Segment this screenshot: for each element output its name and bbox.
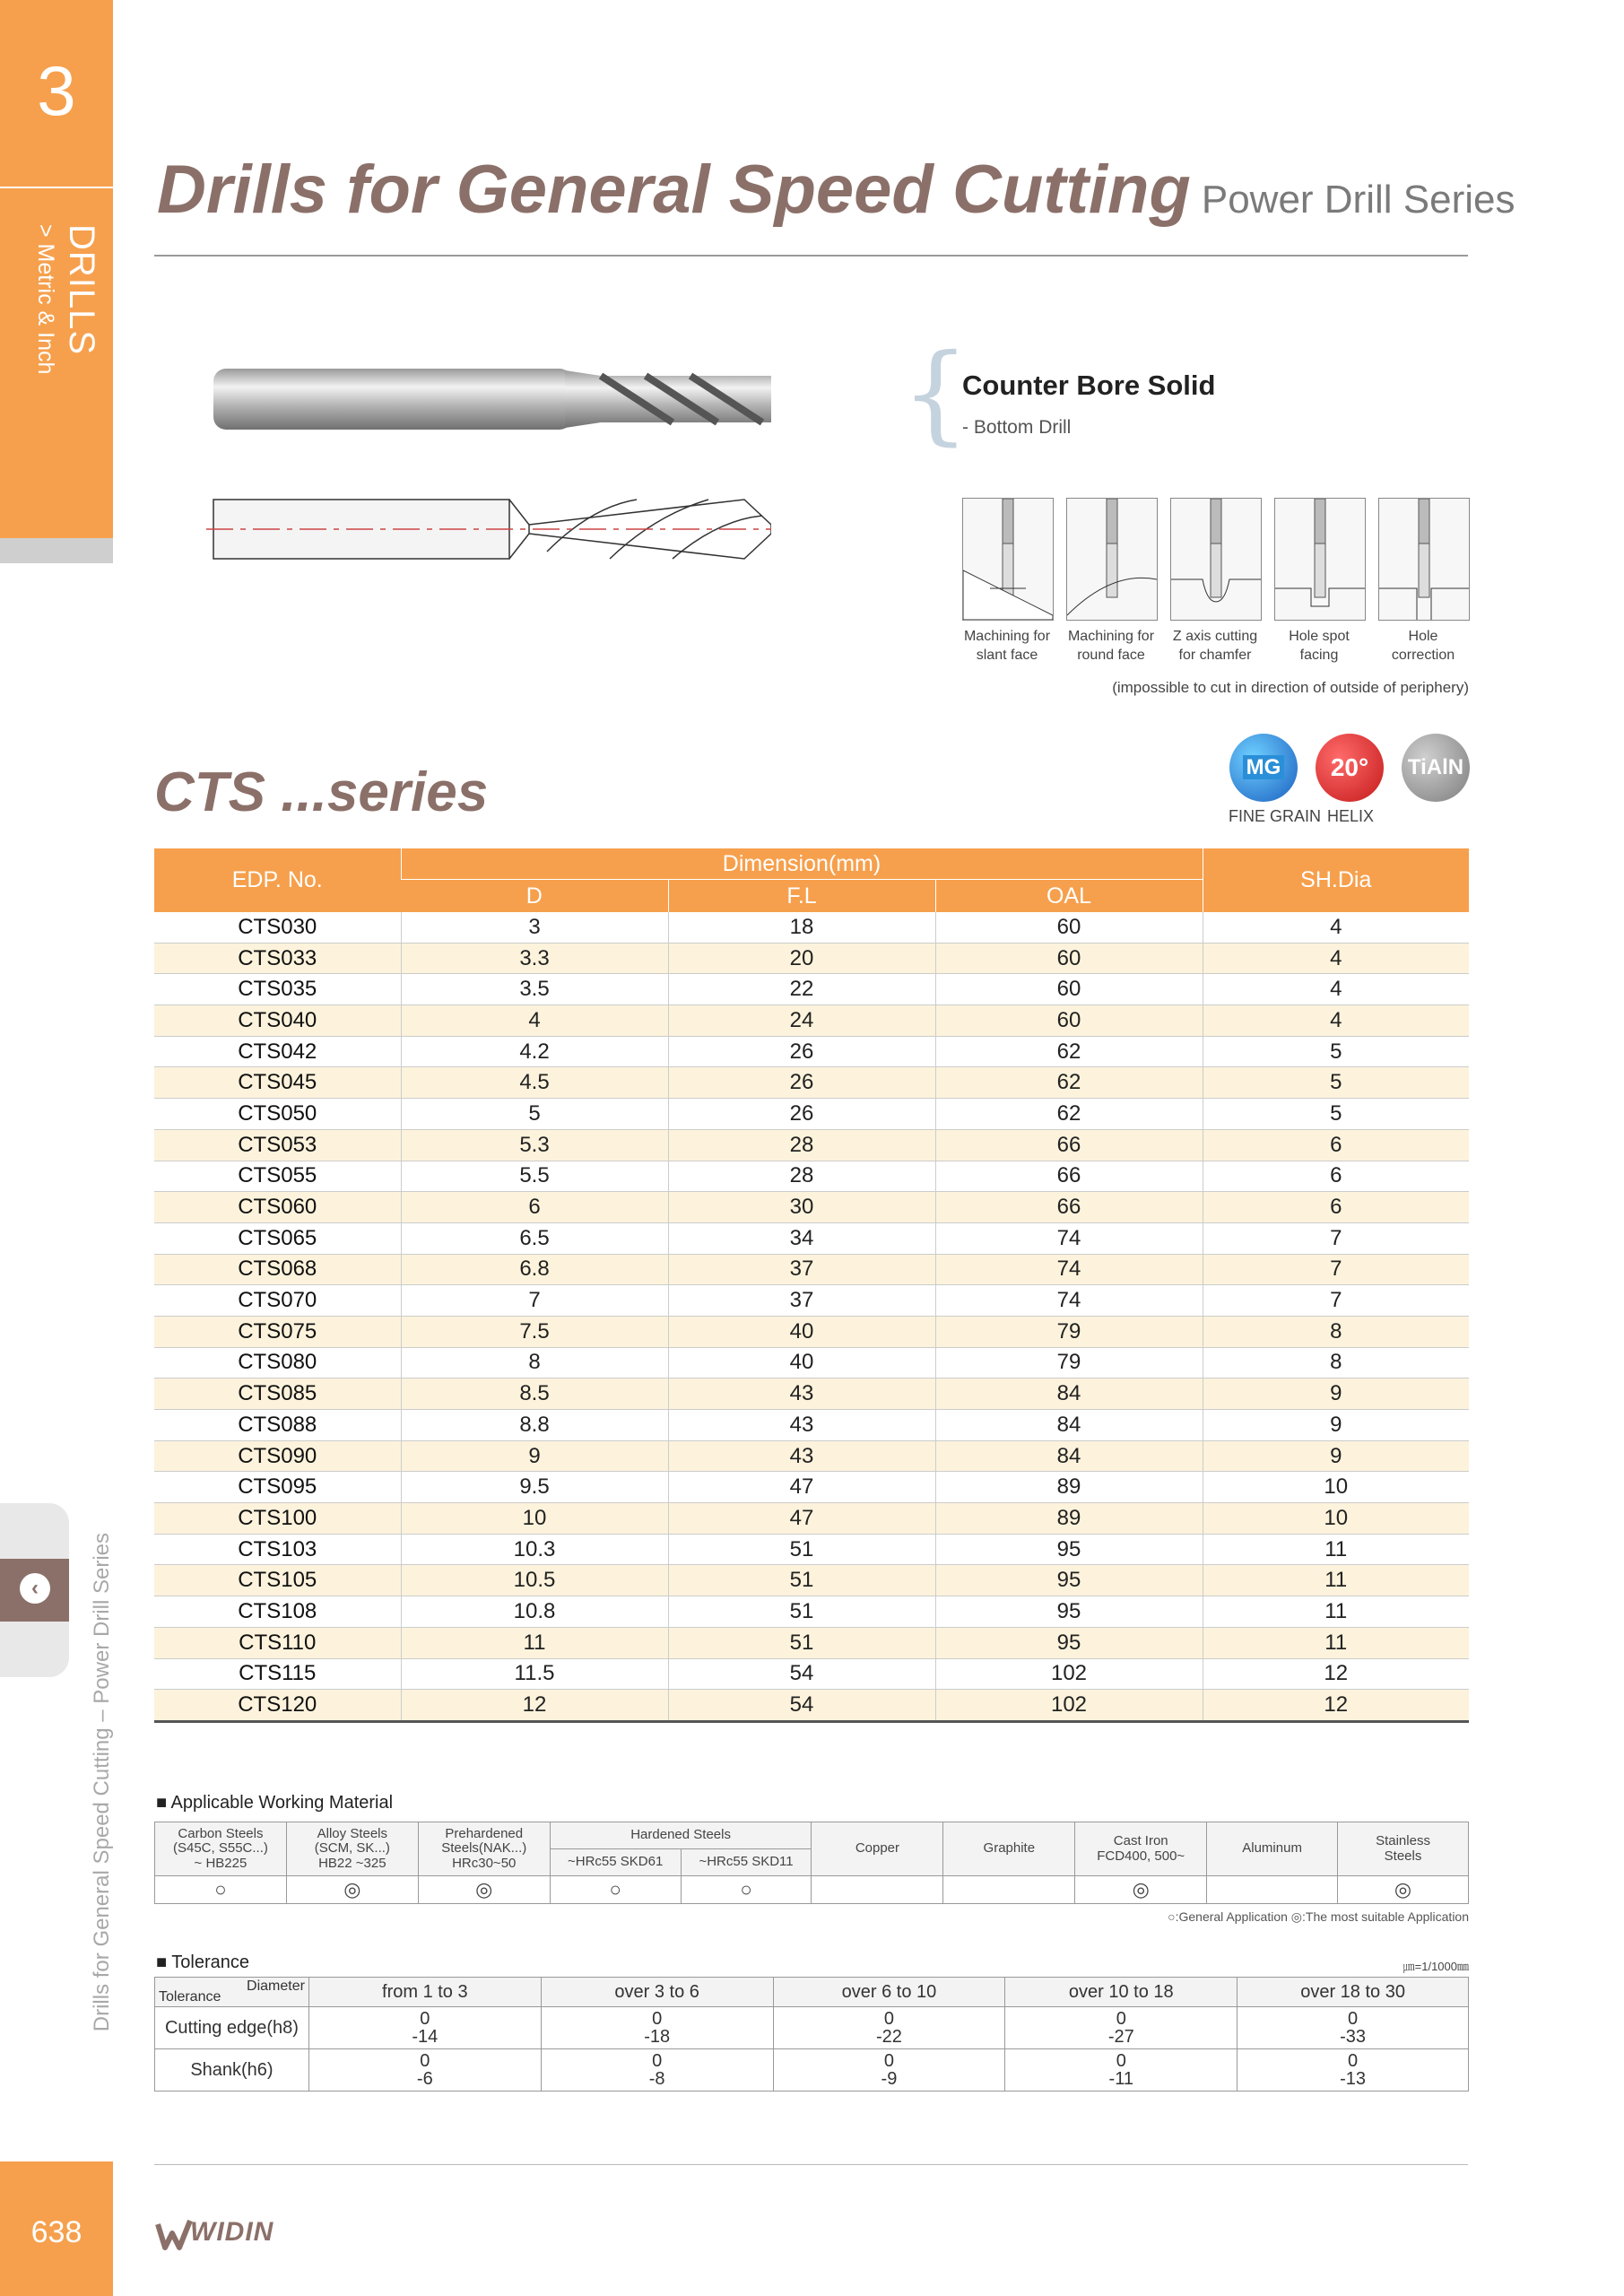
applications-note: (impossible to cut in direction of outside of periphery) xyxy=(1112,679,1469,696)
table-row xyxy=(154,1099,1469,1130)
table-cell: 54 xyxy=(668,1658,935,1690)
tolerance-range-header: over 6 to 10 xyxy=(773,1978,1005,2007)
tolerance-table xyxy=(154,1977,1469,2092)
table-cell: 10.5 xyxy=(401,1565,668,1596)
table-row xyxy=(154,1410,1469,1441)
edp-cell: CTS033 xyxy=(154,943,401,974)
tolerance-range-header: over 10 to 18 xyxy=(1005,1978,1238,2007)
table-row xyxy=(154,1192,1469,1223)
table-cell: 6.5 xyxy=(401,1222,668,1254)
table-row xyxy=(154,912,1469,943)
table-cell: 11 xyxy=(1203,1565,1469,1596)
table-cell: 6.8 xyxy=(401,1254,668,1285)
table-row xyxy=(154,1285,1469,1317)
table-cell: 37 xyxy=(668,1254,935,1285)
table-cell: 9 xyxy=(1203,1410,1469,1441)
tolerance-value: 0 -14 xyxy=(308,2007,541,2049)
table-cell: 5 xyxy=(1203,1099,1469,1130)
table-row xyxy=(154,1378,1469,1410)
side-running-title xyxy=(90,1532,126,2031)
table-row xyxy=(154,1036,1469,1067)
application-label: Hole spot facing xyxy=(1289,629,1350,663)
table-cell: 5 xyxy=(401,1099,668,1130)
table-cell: 26 xyxy=(668,1067,935,1099)
table-row xyxy=(154,974,1469,1005)
tolerance-value: 0 -18 xyxy=(541,2007,773,2049)
table-cell: 30 xyxy=(668,1192,935,1223)
tolerance-range-header: over 18 to 30 xyxy=(1238,1978,1469,2007)
material-suitability-mark: ○ xyxy=(681,1876,812,1904)
material-aluminum: Aluminum xyxy=(1207,1822,1338,1876)
round-face-icon xyxy=(1066,498,1158,621)
table-cell: 62 xyxy=(935,1099,1203,1130)
tialn-coating-badge-icon: TiAlN xyxy=(1402,734,1470,802)
table-cell: 4 xyxy=(401,1005,668,1037)
material-skd11: ~HRc55 SKD11 xyxy=(681,1849,812,1876)
table-cell: 95 xyxy=(935,1596,1203,1628)
helix-badge-icon: 20° xyxy=(1316,734,1384,802)
table-cell: 47 xyxy=(668,1472,935,1503)
chevron-left-icon[interactable]: ‹ xyxy=(20,1573,50,1604)
edp-cell: CTS060 xyxy=(154,1192,401,1223)
edp-cell: CTS110 xyxy=(154,1627,401,1658)
table-row xyxy=(154,1222,1469,1254)
page-title xyxy=(157,151,1515,229)
table-cell: 60 xyxy=(935,943,1203,974)
header-divider xyxy=(154,255,1468,257)
table-cell: 51 xyxy=(668,1565,935,1596)
table-cell: 6 xyxy=(1203,1129,1469,1161)
table-cell: 5.3 xyxy=(401,1129,668,1161)
table-cell: 51 xyxy=(668,1534,935,1565)
table-cell: 8 xyxy=(1203,1316,1469,1347)
table-cell: 10 xyxy=(1203,1503,1469,1535)
table-cell: 6 xyxy=(1203,1192,1469,1223)
edp-cell: CTS055 xyxy=(154,1161,401,1192)
page-number: 638 xyxy=(30,2215,83,2249)
table-cell: 9.5 xyxy=(401,1472,668,1503)
table-cell: 7 xyxy=(1203,1222,1469,1254)
table-cell: 89 xyxy=(935,1503,1203,1535)
table-row xyxy=(154,1347,1469,1378)
table-cell: 26 xyxy=(668,1099,935,1130)
table-cell: 26 xyxy=(668,1036,935,1067)
table-row xyxy=(154,1503,1469,1535)
tolerance-range-header: over 3 to 6 xyxy=(541,1978,773,2007)
page-title-series: Power Drill Series xyxy=(1201,178,1515,222)
table-row xyxy=(154,1596,1469,1628)
application-label: Z axis cutting for chamfer xyxy=(1172,629,1258,663)
edp-cell: CTS065 xyxy=(154,1222,401,1254)
table-cell: 4.2 xyxy=(401,1036,668,1067)
edp-cell: CTS053 xyxy=(154,1129,401,1161)
edp-cell: CTS103 xyxy=(154,1534,401,1565)
material-suitability-mark xyxy=(943,1876,1075,1904)
tolerance-value: 0 -33 xyxy=(1238,2007,1469,2049)
edp-cell: CTS090 xyxy=(154,1440,401,1472)
edp-cell: CTS085 xyxy=(154,1378,401,1410)
table-cell: 102 xyxy=(935,1690,1203,1722)
table-cell: 43 xyxy=(668,1378,935,1410)
table-cell: 24 xyxy=(668,1005,935,1037)
table-cell: 5 xyxy=(1203,1036,1469,1067)
table-row xyxy=(154,1534,1469,1565)
chapter-tab-shadow xyxy=(0,538,113,563)
application-label: Hole correction xyxy=(1391,629,1455,663)
tolerance-label: ■ Tolerance xyxy=(156,1952,249,1972)
table-cell: 54 xyxy=(668,1690,935,1722)
widin-logo: WIDIN xyxy=(154,2212,280,2255)
edp-cell: CTS035 xyxy=(154,974,401,1005)
table-cell: 5.5 xyxy=(401,1161,668,1192)
table-row xyxy=(154,1129,1469,1161)
table-cell: 18 xyxy=(668,912,935,943)
table-row xyxy=(154,1440,1469,1472)
table-cell: 8 xyxy=(401,1347,668,1378)
table-cell: 4 xyxy=(1203,1005,1469,1037)
table-cell: 43 xyxy=(668,1440,935,1472)
table-cell: 7 xyxy=(401,1285,668,1317)
tolerance-value: 0 -27 xyxy=(1005,2007,1238,2049)
table-cell: 60 xyxy=(935,1005,1203,1037)
dimension-table xyxy=(154,848,1469,1723)
tolerance-value: 0 -22 xyxy=(773,2007,1005,2049)
side-running-title-text: Drills for General Speed Cutting – Power Drill Series xyxy=(90,1532,114,2031)
material-suitability-mark: ◎ xyxy=(1338,1876,1469,1904)
tolerance-row xyxy=(155,2007,1469,2049)
badge-label: HELIX xyxy=(1327,807,1375,825)
tolerance-range-header: from 1 to 3 xyxy=(308,1978,541,2007)
table-cell: 3.3 xyxy=(401,943,668,974)
edp-cell: CTS050 xyxy=(154,1099,401,1130)
header-oal: OAL xyxy=(935,880,1203,913)
table-cell: 84 xyxy=(935,1410,1203,1441)
page-title-main: Drills for General Speed Cutting xyxy=(157,152,1191,228)
chapter-subtitle: > Metric & Inch xyxy=(33,224,58,375)
table-cell: 8.8 xyxy=(401,1410,668,1441)
table-cell: 43 xyxy=(668,1410,935,1441)
table-cell: 5 xyxy=(1203,1067,1469,1099)
materials-label: ■ Applicable Working Material xyxy=(156,1793,394,1813)
table-cell: 60 xyxy=(935,912,1203,943)
table-row xyxy=(154,1316,1469,1347)
table-cell: 95 xyxy=(935,1627,1203,1658)
header-fl: F.L xyxy=(668,880,935,913)
table-cell: 4.5 xyxy=(401,1067,668,1099)
brace-decoration: { xyxy=(901,332,970,457)
slant-face-icon xyxy=(962,498,1054,621)
table-cell: 4 xyxy=(1203,912,1469,943)
table-row xyxy=(154,1067,1469,1099)
hole-correction-icon xyxy=(1378,498,1470,621)
edp-cell: CTS095 xyxy=(154,1472,401,1503)
tolerance-value: 0 -6 xyxy=(308,2049,541,2092)
series-title: CTS ...series xyxy=(154,761,489,823)
table-row xyxy=(154,1472,1469,1503)
table-row xyxy=(154,943,1469,974)
table-cell: 7 xyxy=(1203,1254,1469,1285)
table-cell: 3 xyxy=(401,912,668,943)
table-cell: 11.5 xyxy=(401,1658,668,1690)
material-suitability-mark: ○ xyxy=(155,1876,287,1904)
table-cell: 95 xyxy=(935,1565,1203,1596)
chamfer-icon xyxy=(1170,498,1262,621)
material-cast-iron: Cast Iron FCD400, 500~ xyxy=(1075,1822,1207,1876)
table-cell: 79 xyxy=(935,1316,1203,1347)
chapter-title: DRILLS xyxy=(62,224,101,356)
material-graphite: Graphite xyxy=(943,1822,1075,1876)
edp-cell: CTS105 xyxy=(154,1565,401,1596)
material-suitability-mark: ◎ xyxy=(418,1876,550,1904)
side-nav-top xyxy=(0,1503,69,1559)
table-cell: 74 xyxy=(935,1222,1203,1254)
header-d: D xyxy=(401,880,668,913)
application-label: Machining for slant face xyxy=(963,629,1051,663)
table-cell: 66 xyxy=(935,1161,1203,1192)
table-cell: 11 xyxy=(1203,1596,1469,1628)
material-copper: Copper xyxy=(812,1822,943,1876)
table-cell: 66 xyxy=(935,1192,1203,1223)
edp-cell: CTS120 xyxy=(154,1690,401,1722)
table-cell: 28 xyxy=(668,1161,935,1192)
tolerance-corner: Diameter Tolerance xyxy=(155,1978,309,2007)
table-cell: 40 xyxy=(668,1316,935,1347)
table-row xyxy=(154,1254,1469,1285)
tolerance-value: 0 -9 xyxy=(773,2049,1005,2092)
application-label: Machining for round face xyxy=(1067,629,1155,663)
product-name: Counter Bore Solid xyxy=(962,370,1216,401)
drill-photo-image xyxy=(206,363,771,435)
table-cell: 51 xyxy=(668,1596,935,1628)
table-cell: 102 xyxy=(935,1658,1203,1690)
table-cell: 47 xyxy=(668,1503,935,1535)
table-cell: 84 xyxy=(935,1378,1203,1410)
table-cell: 60 xyxy=(935,974,1203,1005)
table-cell: 11 xyxy=(1203,1534,1469,1565)
table-cell: 74 xyxy=(935,1285,1203,1317)
table-row xyxy=(154,1161,1469,1192)
edp-cell: CTS088 xyxy=(154,1410,401,1441)
table-cell: 84 xyxy=(935,1440,1203,1472)
table-cell: 9 xyxy=(1203,1378,1469,1410)
table-cell: 22 xyxy=(668,974,935,1005)
table-cell: 7.5 xyxy=(401,1316,668,1347)
table-cell: 11 xyxy=(401,1627,668,1658)
side-nav-bottom xyxy=(0,1622,69,1677)
table-row xyxy=(154,1627,1469,1658)
table-cell: 9 xyxy=(401,1440,668,1472)
table-cell: 40 xyxy=(668,1347,935,1378)
table-cell: 74 xyxy=(935,1254,1203,1285)
tolerance-row-name: Shank(h6) xyxy=(155,2049,309,2092)
edp-cell: CTS075 xyxy=(154,1316,401,1347)
spot-facing-icon xyxy=(1274,498,1366,621)
table-row xyxy=(154,1005,1469,1037)
header-shank-dia: SH.Dia xyxy=(1203,848,1469,912)
material-suitability-mark: ○ xyxy=(550,1876,681,1904)
table-cell: 10 xyxy=(401,1503,668,1535)
badge-label: FINE GRAIN xyxy=(1229,807,1322,825)
chapter-divider xyxy=(0,187,113,188)
materials-legend: ○:General Application ◎:The most suitable Application xyxy=(1168,1909,1469,1924)
tolerance-row xyxy=(155,2049,1469,2092)
edp-cell: CTS080 xyxy=(154,1347,401,1378)
material-suitability-mark: ◎ xyxy=(286,1876,418,1904)
footer-divider xyxy=(154,2164,1468,2165)
table-cell: 11 xyxy=(1203,1627,1469,1658)
material-suitability-mark xyxy=(812,1876,943,1904)
edp-cell: CTS030 xyxy=(154,912,401,943)
table-cell: 3.5 xyxy=(401,974,668,1005)
header-edp: EDP. No. xyxy=(154,848,401,912)
edp-cell: CTS040 xyxy=(154,1005,401,1037)
edp-cell: CTS100 xyxy=(154,1503,401,1535)
table-cell: 62 xyxy=(935,1036,1203,1067)
header-dimension: Dimension(mm) xyxy=(401,848,1203,880)
tolerance-value: 0 -8 xyxy=(541,2049,773,2092)
table-cell: 4 xyxy=(1203,943,1469,974)
table-cell: 10.8 xyxy=(401,1596,668,1628)
product-type: - Bottom Drill xyxy=(962,417,1072,438)
table-cell: 28 xyxy=(668,1129,935,1161)
table-cell: 7 xyxy=(1203,1285,1469,1317)
tolerance-unit: ㎛=1/1000㎜ xyxy=(1403,1960,1469,1973)
table-cell: 8.5 xyxy=(401,1378,668,1410)
table-cell: 12 xyxy=(1203,1690,1469,1722)
table-cell: 89 xyxy=(935,1472,1203,1503)
table-cell: 12 xyxy=(1203,1658,1469,1690)
material-suitability-mark: ◎ xyxy=(1075,1876,1207,1904)
material-carbon-steels: Carbon Steels (S45C, S55C...) ~ HB225 xyxy=(155,1822,287,1876)
material-skd61: ~HRc55 SKD61 xyxy=(550,1849,681,1876)
table-cell: 4 xyxy=(1203,974,1469,1005)
material-prehardened-steels: Prehardened Steels(NAK...) HRc30~50 xyxy=(418,1822,550,1876)
table-cell: 34 xyxy=(668,1222,935,1254)
table-cell: 95 xyxy=(935,1534,1203,1565)
fine-grain-badge-icon: MG xyxy=(1229,734,1298,802)
material-stainless-steels: Stainless Steels xyxy=(1338,1822,1469,1876)
table-cell: 9 xyxy=(1203,1440,1469,1472)
table-cell: 6 xyxy=(1203,1161,1469,1192)
tolerance-value: 0 -13 xyxy=(1238,2049,1469,2092)
chapter-labels xyxy=(27,224,108,457)
edp-cell: CTS115 xyxy=(154,1658,401,1690)
edp-cell: CTS045 xyxy=(154,1067,401,1099)
table-cell: 20 xyxy=(668,943,935,974)
table-cell: 6 xyxy=(401,1192,668,1223)
edp-cell: CTS042 xyxy=(154,1036,401,1067)
table-cell: 12 xyxy=(401,1690,668,1722)
table-cell: 51 xyxy=(668,1627,935,1658)
table-cell: 8 xyxy=(1203,1347,1469,1378)
table-cell: 62 xyxy=(935,1067,1203,1099)
table-cell: 66 xyxy=(935,1129,1203,1161)
table-cell: 10.3 xyxy=(401,1534,668,1565)
table-cell: 10 xyxy=(1203,1472,1469,1503)
tolerance-row-name: Cutting edge(h8) xyxy=(155,2007,309,2049)
table-row xyxy=(154,1565,1469,1596)
edp-cell: CTS108 xyxy=(154,1596,401,1628)
materials-table xyxy=(154,1822,1469,1904)
material-hardened-steels: Hardened Steels xyxy=(550,1822,812,1849)
edp-cell: CTS070 xyxy=(154,1285,401,1317)
edp-cell: CTS068 xyxy=(154,1254,401,1285)
tolerance-value: 0 -11 xyxy=(1005,2049,1238,2092)
table-row xyxy=(154,1658,1469,1690)
chapter-number: 3 xyxy=(37,51,76,130)
table-cell: 79 xyxy=(935,1347,1203,1378)
table-cell: 37 xyxy=(668,1285,935,1317)
material-suitability-mark xyxy=(1207,1876,1338,1904)
table-row xyxy=(154,1690,1469,1722)
drill-technical-drawing xyxy=(206,498,771,561)
material-alloy-steels: Alloy Steels (SCM, SK...) HB22 ~325 xyxy=(286,1822,418,1876)
